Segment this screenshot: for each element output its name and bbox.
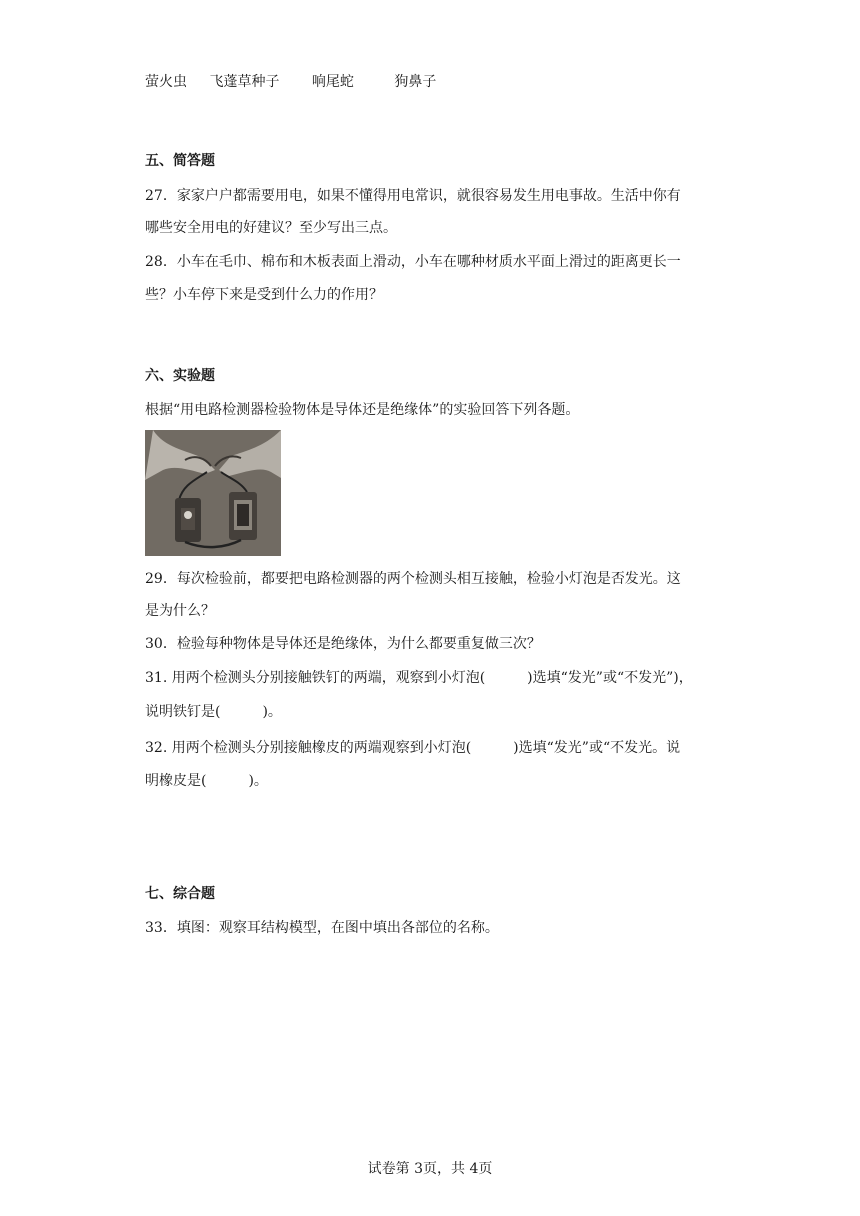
question-29-line-1: 29．每次检验前，都要把电路检测器的两个检测头相互接触，检验小灯泡是否发光。这 <box>145 571 681 587</box>
question-31-line-2: 说明铁钉是( )。 <box>145 704 282 720</box>
section-5-title: 五、简答题 <box>145 153 215 169</box>
question-33: 33．填图：观察耳结构模型，在图中填出各部位的名称。 <box>145 920 499 936</box>
section-7-title: 七、综合题 <box>145 886 215 902</box>
option-fleabane-seed: 飞蓬草种子 <box>209 74 280 90</box>
page-footer: 试卷第 3页，共 4页 <box>367 1161 493 1177</box>
question-31-line-1: 31. 用两个检测头分别接触铁钉的两端，观察到小灯泡( )选填“发光”或“不发光”)， <box>145 670 693 686</box>
answer-options-row <box>145 72 436 92</box>
question-32-line-1: 32. 用两个检测头分别接触橡皮的两端观察到小灯泡( )选填“发光”或“不发光。说 <box>145 740 681 756</box>
question-27-line-1: 27．家家户户都需要用电，如果不懂得用电常识，就很容易发生用电事故。生活中你有 <box>145 188 681 204</box>
circuit-tester-photo <box>145 430 281 556</box>
question-29-line-2: 是为什么？ <box>145 603 215 619</box>
question-28-line-1: 28．小车在毛巾、棉布和木板表面上滑动，小车在哪种材质水平面上滑过的距离更长一 <box>145 254 681 270</box>
question-27-line-2: 哪些安全用电的好建议？至少写出三点。 <box>145 220 397 236</box>
option-firefly: 萤火虫 <box>145 74 187 90</box>
option-rattlesnake: 响尾蛇 <box>311 74 354 90</box>
question-30: 30．检验每种物体是导体还是绝缘体，为什么都要重复做三次？ <box>145 636 541 652</box>
option-dog-nose: 狗鼻子 <box>394 74 437 90</box>
question-28-line-2: 些？小车停下来是受到什么力的作用？ <box>145 287 383 303</box>
circuit-tester-illustration <box>145 430 281 556</box>
section-6-title: 六、实验题 <box>145 368 215 384</box>
section-6-intro: 根据“用电路检测器检验物体是导体还是绝缘体”的实验回答下列各题。 <box>145 402 580 418</box>
question-32-line-2: 明橡皮是( )。 <box>145 773 268 789</box>
